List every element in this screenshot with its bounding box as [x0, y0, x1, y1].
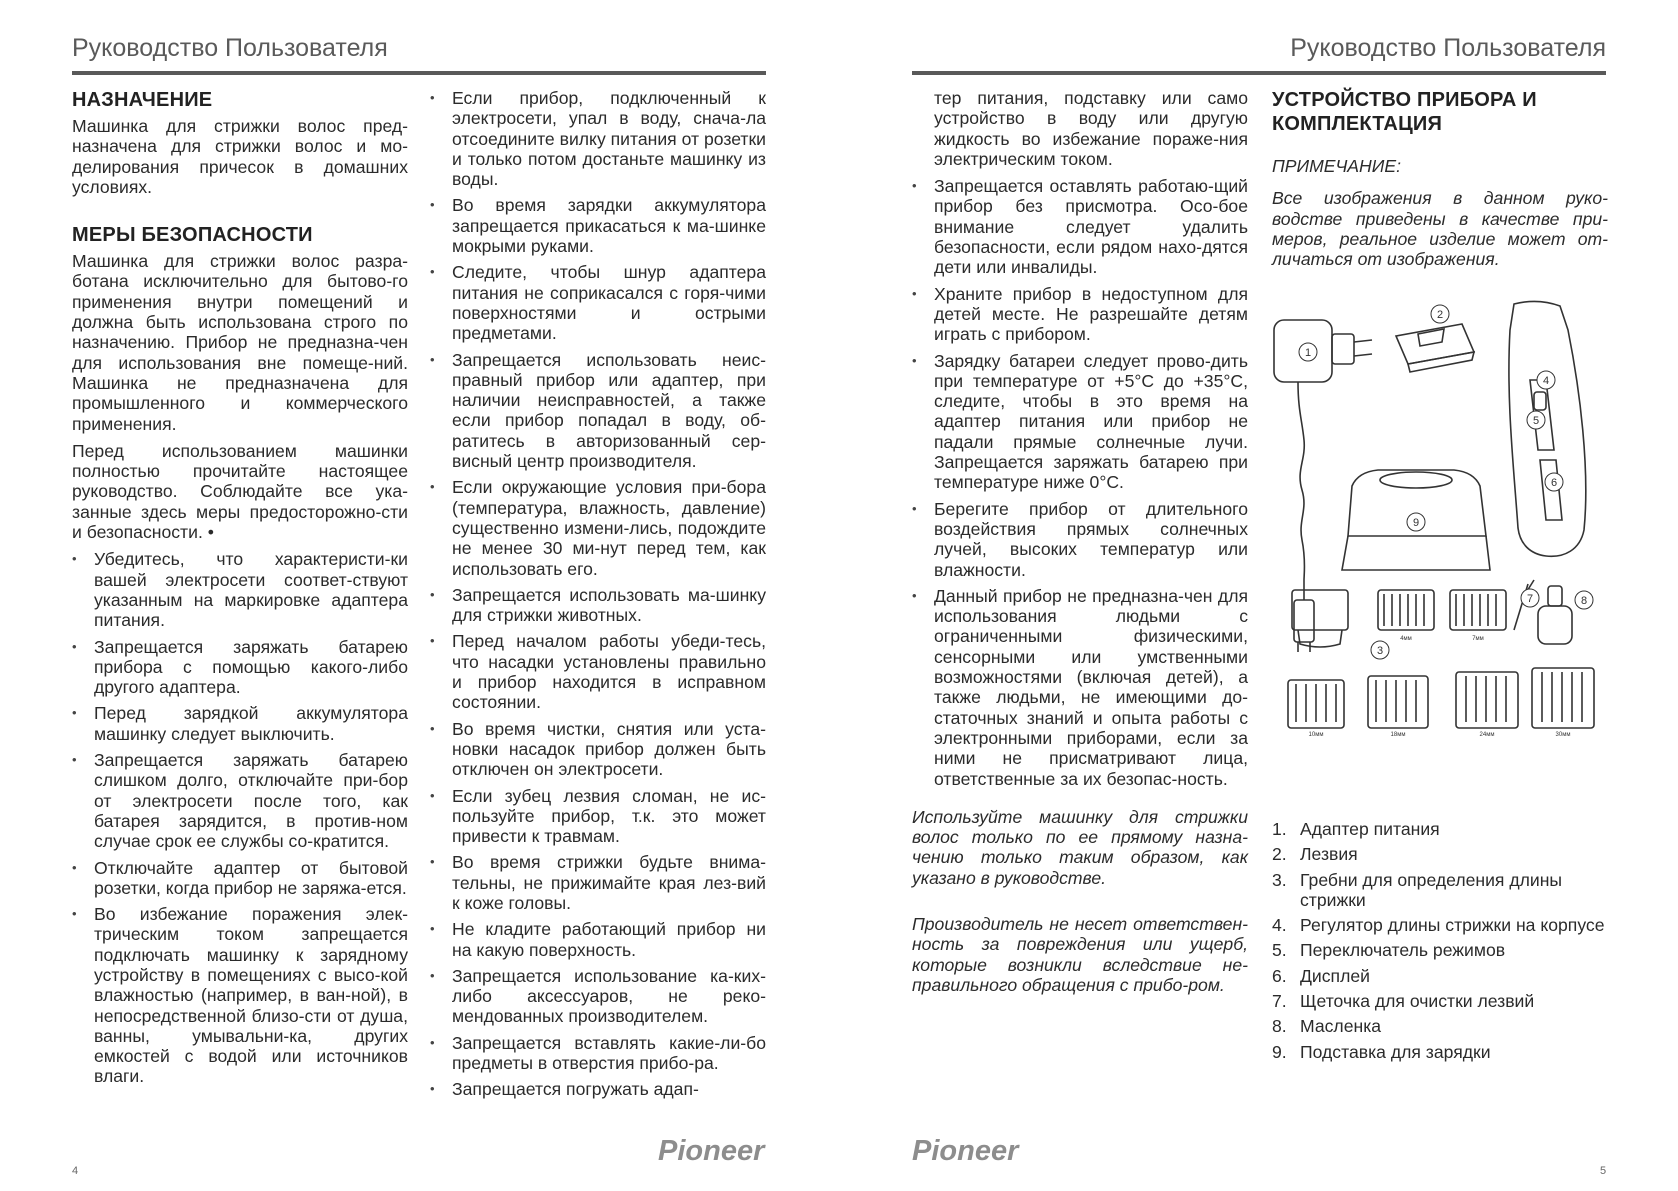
- header-rule-left: [72, 71, 766, 75]
- page-number-left: 4: [72, 1165, 79, 1177]
- header-rule-right: [912, 71, 1606, 75]
- callout-7: [1521, 589, 1539, 607]
- callout-2: [1431, 305, 1449, 323]
- comb-label: 30мм: [1555, 732, 1571, 738]
- liability-note: Производитель не несет ответствен-ность за повреждения или ущерб, которые возникли вследствие не-правильного обращения с прибо-ром.: [912, 913, 1248, 995]
- section-heading-purpose: НАЗНАЧЕНИЕ: [72, 89, 213, 111]
- svg-text:1: 1: [1304, 347, 1312, 359]
- paragraph-safety-1: Машинка для стрижки волос разра-ботана исключительно для бытово-го применения внутри помещений и должна быть использована строго по назначению. Прибор не предназна-чен для использования вне помеще-ний. Машинка не предназначена для промышленного и коммерческого применения.: [72, 251, 408, 434]
- callout-5: [1527, 411, 1545, 429]
- power-adapter-icon: [1274, 320, 1372, 652]
- section-heading-device: УСТРОЙСТВО ПРИБОРА И КОМПЛЕКТАЦИЯ: [1272, 89, 1537, 135]
- svg-text:8: 8: [1580, 595, 1588, 607]
- list-item: • Берегите прибор от длительного воздействия прямых солнечных лучей, высоких температур или влажности.: [912, 499, 1248, 580]
- svg-text:2: 2: [1436, 309, 1444, 321]
- list-item: • Если окружающие условия при-бора (температура, влажность, давление) существенно измени-лись, подождите не менее 30 ми-нут перед тем, как использовать его.: [430, 477, 766, 578]
- list-item: 3. Гребни для определения длины стрижки: [1272, 869, 1563, 910]
- list-item: • Данный прибор не предназна-чен для использования людьми с ограниченными физическими, сенсорными или умственными возможностями (включая детей), а также людьми, не имеющими до-статочных знаний и опыта работы с электронными приборами, если за ними не присматривают лица, ответственные за их безопас-ность.: [912, 586, 1248, 789]
- parts-list-container: [1272, 819, 1608, 1067]
- callout-6: [1545, 473, 1563, 491]
- list-item: 7. Щеточка для очистки лезвий: [1272, 991, 1535, 1012]
- column-3: [912, 88, 1248, 1002]
- list-item: • Зарядку батареи следует прово-дить при температуре от +5°С до +35°С, следите, чтобы в это время на адаптер питания или прибор не падали прямые солнечные лучи. Запрещается заряжать батарею при температуре ниже 0°С.: [912, 351, 1248, 493]
- callout-9: [1407, 513, 1425, 531]
- list-item: • Во избежание поражения элек-трическим током запрещается подключать машинку к зарядному устройству в помещениях с высо-кой влажностью (например, в ван-ной), в непосредственной близо-сти от душа, ванны, умывальни-ка, других емкостей с водой или источников влаги.: [72, 904, 408, 1087]
- section-heading-safety: МЕРЫ БЕЗОПАСНОСТИ: [72, 224, 313, 247]
- list-item: • Убедитесь, что характеристи-ки вашей электросети соответ-ствуют указанным на маркировке адаптера питания.: [72, 549, 408, 630]
- comb-label: 7мм: [1472, 636, 1484, 642]
- column-1: [72, 88, 408, 1093]
- paragraph-continuation: тер питания, подставку или само устройство в воду или другую жидкость во избежание пораже-ния электрическим током.: [934, 88, 1248, 169]
- list-item: 6. Дисплей: [1272, 965, 1370, 986]
- svg-text:6: 6: [1550, 477, 1558, 489]
- comb-label: 18мм: [1390, 732, 1406, 738]
- list-item: 5. Переключатель режимов: [1272, 940, 1506, 961]
- list-item: • Не кладите работающий прибор ни на какую поверхность.: [430, 919, 766, 960]
- list-item: • Если зубец лезвия сломан, не ис-пользуйте прибор, т.к. это может привести к травмам.: [430, 786, 766, 847]
- parts-list: [1272, 819, 1608, 1062]
- blade-icon: [1396, 324, 1474, 372]
- note-label: ПРИМЕЧАНИЕ:: [1272, 156, 1401, 176]
- comb-label: 10мм: [1308, 732, 1324, 738]
- page-header-right: Руководство Пользователя: [1290, 34, 1606, 62]
- svg-text:4: 4: [1542, 375, 1550, 387]
- callout-3: [1371, 641, 1389, 659]
- list-item: 2. Лезвия: [1272, 844, 1358, 865]
- safety-list-1: [72, 549, 408, 1086]
- list-item: • Запрещается использовать неис-правный прибор или адаптер, при наличии неисправностей, а также если прибор попадал в воду, об-ратитесь в авторизованный сер-висный центр производителя.: [430, 350, 766, 472]
- comb-label: 24мм: [1479, 732, 1495, 738]
- list-item: • Храните прибор в недоступном для детей месте. Не разрешайте детям играть с прибором.: [912, 284, 1248, 345]
- list-item: • Запрещается заряжать батарею слишком долго, отключайте при-бор от электросети после того, как батарея зарядится, в против-ном случае срок ее службы со-кратится.: [72, 750, 408, 851]
- list-item: • Запрещается оставлять работаю-щий прибор без присмотра. Осо-бое внимание следует удалить безопасности, если рядом нахо-дятся дети или инвалиды.: [912, 176, 1248, 277]
- svg-text:5: 5: [1532, 415, 1540, 427]
- clipper-body-icon: [1509, 301, 1586, 556]
- list-item: 1. Адаптер питания: [1272, 819, 1440, 839]
- safety-list-3: [912, 176, 1248, 789]
- svg-text:9: 9: [1412, 517, 1420, 529]
- list-item: 9. Подставка для зарядки: [1272, 1041, 1491, 1062]
- oil-bottle-icon: [1538, 586, 1572, 644]
- list-item: • Запрещается вставлять какие-ли-бо предметы в отверстия прибо-ра.: [430, 1033, 766, 1074]
- brand-logo-right: Pioneer: [912, 1135, 1019, 1167]
- list-item: 8. Масленка: [1272, 1016, 1382, 1037]
- page-header-left: Руководство Пользователя: [72, 34, 388, 62]
- product-components-figure: [1268, 300, 1613, 805]
- list-item: • Следите, чтобы шнур адаптера питания не соприкасался с горя-чими поверхностями и острыми предметами.: [430, 262, 766, 343]
- callout-4: [1537, 371, 1555, 389]
- callout-1: [1299, 343, 1317, 361]
- list-item: • Запрещается заряжать батарею прибора с помощью какого-либо другого адаптера.: [72, 637, 408, 698]
- page-number-right: 5: [1600, 1165, 1607, 1177]
- list-item: • Отключайте адаптер от бытовой розетки, когда прибор не заряжа-ется.: [72, 858, 408, 899]
- callout-8: [1575, 591, 1593, 609]
- svg-text:3: 3: [1376, 645, 1384, 657]
- list-item: • Запрещается использовать ма-шинку для стрижки животных.: [430, 585, 766, 626]
- paragraph-safety-2: Перед использованием машинки полностью прочитайте настоящее руководство. Соблюдайте все ука-занные здесь меры предосторожно-сти и безопасности. •: [72, 440, 408, 543]
- note-text: Все изображения в данном руко-водстве приведены в качестве при-меров, реальное изделие может от-личаться от изображения.: [1272, 188, 1608, 270]
- paragraph-purpose: Машинка для стрижки волос пред-назначена для стрижки волос и мо-делирования причесок в домашних условиях.: [72, 116, 408, 197]
- list-item: • Перед зарядкой аккумулятора машинку следует выключить.: [72, 703, 408, 744]
- usage-note: Используйте машинку для стрижки волос только по ее прямому назна-чению только таким образом, как указано в руководстве.: [912, 806, 1248, 888]
- brand-logo-left: Pioneer: [658, 1135, 765, 1167]
- svg-text:7: 7: [1526, 593, 1534, 605]
- list-item: • Если прибор, подключенный к электросети, упал в воду, снача-ла отсоедините вилку питания от розетки и только потом достаньте машинку из воды.: [430, 88, 766, 189]
- list-item: • Перед началом работы убеди-тесь, что насадки установлены правильно и прибор находится в исправном состоянии.: [430, 631, 766, 712]
- column-4: [1272, 88, 1608, 276]
- list-item: • Во время стрижки будьте внима-тельны, не прижимайте края лез-вий к коже головы.: [430, 852, 766, 913]
- comb-label: 4мм: [1400, 636, 1412, 642]
- list-item: • Запрещается использование ка-ких-либо аксессуаров, не реко-мендованных производителем.: [430, 966, 766, 1027]
- list-item: • Во время чистки, снятия или уста-новки насадок прибор должен быть отключен он электросети.: [430, 719, 766, 780]
- list-item: • Запрещается погружать адап-: [430, 1079, 766, 1099]
- list-item: 4. Регулятор длины стрижки на корпусе: [1272, 915, 1605, 936]
- column-2: [430, 88, 766, 1106]
- safety-list-2: [430, 88, 766, 1100]
- list-item: • Во время зарядки аккумулятора запрещается прикасаться к ма-шинке мокрыми руками.: [430, 195, 766, 256]
- comb-attachments-icon: [1288, 590, 1594, 728]
